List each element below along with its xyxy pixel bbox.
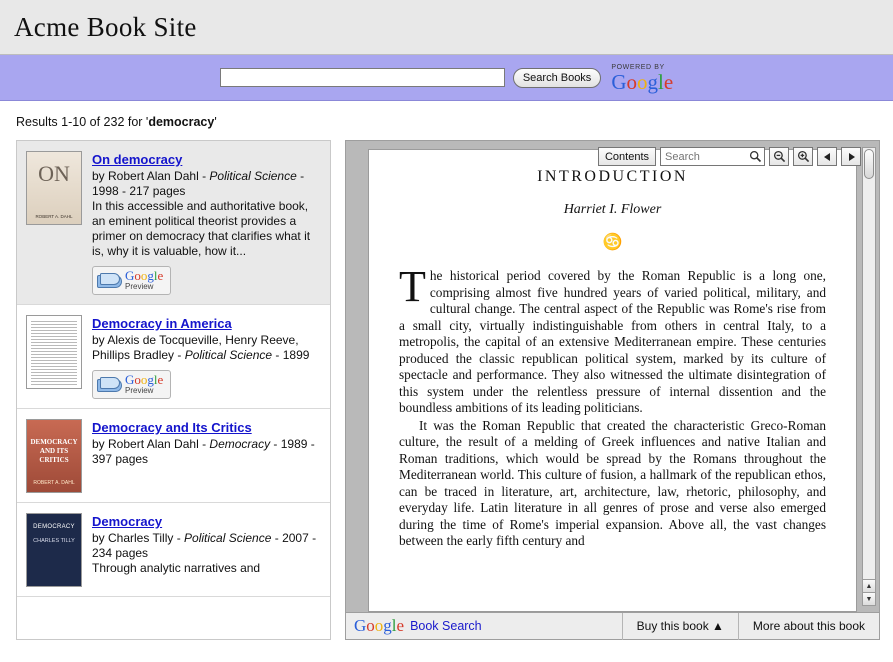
zoom-in-icon[interactable] (793, 147, 813, 166)
viewer-footer (346, 612, 879, 639)
list-item[interactable] (17, 305, 330, 409)
result-subject: Political Science (209, 169, 297, 183)
search-icon[interactable] (747, 148, 764, 165)
book-cover-thumbnail[interactable] (26, 419, 82, 493)
cover-title: DEMOCRACY (33, 524, 75, 530)
search-bar (0, 55, 893, 101)
page-scrollbar[interactable] (862, 147, 876, 606)
book-icon (97, 273, 121, 288)
scrollbar-thumb[interactable] (864, 149, 874, 179)
result-title-link[interactable]: On democracy (92, 152, 183, 167)
viewer-toolbar (598, 147, 861, 166)
drop-cap: T (399, 262, 426, 311)
preview-label: Preview (125, 282, 154, 291)
list-item[interactable] (17, 409, 330, 503)
list-item[interactable] (17, 141, 330, 305)
zoom-out-icon[interactable] (769, 147, 789, 166)
book-cover-thumbnail[interactable] (26, 315, 82, 389)
cover-title: DEMOCRACY AND ITS CRITICS (30, 438, 78, 464)
google-logo: Google (354, 616, 405, 635)
result-year-pages: - 1998 - 217 pages (92, 169, 305, 198)
search-input[interactable] (220, 68, 505, 87)
previous-page-icon[interactable] (817, 147, 837, 166)
result-snippet: In this accessible and authoritative book, an eminent political theorist provides a primer on democracy that clarifies what it is, why it is valuable, how it... (92, 199, 311, 258)
cover-title: ON (38, 161, 70, 186)
result-title-link[interactable]: Democracy in America (92, 316, 232, 331)
book-page-area[interactable] (346, 141, 879, 612)
result-author: by Alexis de Tocqueville, Henry Reeve, Phillips Bradley - (92, 333, 299, 362)
book-viewer (345, 140, 880, 640)
result-author: by Robert Alan Dahl - (92, 169, 210, 183)
viewer-search-input[interactable] (661, 148, 747, 165)
result-year-pages: - 2007 - 234 pages (92, 531, 317, 560)
cover-author: CHARLES TILLY (33, 538, 75, 544)
search-books-button[interactable]: Search Books (513, 68, 601, 88)
book-search-brand[interactable] (346, 618, 622, 634)
book-icon (97, 377, 121, 392)
result-byline (92, 169, 321, 199)
result-byline (92, 333, 321, 363)
result-subject: Political Science (184, 348, 273, 362)
page-author: Harriet I. Flower (563, 202, 662, 217)
cover-text-lines (27, 316, 81, 389)
result-author: by Robert Alan Dahl - (92, 437, 210, 451)
result-byline (92, 437, 321, 467)
google-logo: Google (611, 69, 674, 94)
result-byline (92, 531, 321, 561)
ornament-icon: ♋ (602, 234, 623, 251)
results-summary (0, 101, 893, 140)
page-heading: INTRODUCTION (537, 168, 688, 185)
book-cover-thumbnail[interactable] (26, 513, 82, 587)
site-header (0, 0, 893, 55)
results-summary-prefix: Results 1-10 of 232 for ' (16, 115, 149, 129)
result-title-link[interactable]: Democracy (92, 514, 163, 529)
result-author: by Charles Tilly - (92, 531, 185, 545)
search-results-list[interactable] (16, 140, 331, 640)
buy-this-book-button[interactable]: Buy this book ▲ (636, 619, 724, 633)
google-logo: Google (125, 372, 164, 387)
viewer-search-box[interactable] (660, 147, 765, 166)
scroll-up-icon[interactable]: ▲ (863, 579, 875, 592)
next-page-icon[interactable] (841, 147, 861, 166)
result-year-pages: - 1989 - 397 pages (92, 437, 315, 466)
more-about-this-book-button[interactable]: More about this book (752, 619, 865, 633)
cover-author: ROBERT A. DAHL (35, 214, 73, 219)
page-paragraph (399, 262, 826, 417)
list-item[interactable] (17, 503, 330, 597)
contents-button[interactable]: Contents (598, 147, 656, 166)
powered-by-label: POWERED BY (611, 63, 665, 71)
result-subject: Political Science (184, 531, 272, 545)
paragraph-text: he historical period covered by the Roman Republic is a long one, comprising almost five hundred years of varied political, military, and cultural change. The central aspect of the Republic was Rome's rise from a small city, virtually indistinguishable from others in central Italy, to a metropolis, the capital of an extensive Mediterranean empire. These centuries produced the classic republican political system, marked by its culture of spectacle and performance. They also witnessed the ultimate disintegration of this system under the relentless pressure of internal dissention and the boundless ambitions of its leading politicians. (399, 268, 826, 415)
google-preview-button[interactable] (92, 370, 171, 399)
result-subject: Democracy (209, 437, 271, 451)
book-search-label[interactable]: Book Search (410, 619, 482, 633)
main-columns (0, 140, 893, 640)
scroll-down-icon[interactable]: ▼ (863, 592, 875, 605)
result-title-link[interactable]: Democracy and Its Critics (92, 420, 252, 435)
powered-by-google (611, 64, 673, 92)
result-snippet: Through analytic narratives and (92, 561, 261, 575)
page-paragraph: It was the Roman Republic that created the characteristic Greco-Roman culture, the result of a melding of Greek influences and native Italian and Roman traditions, which would be spread by the Romans throughout the Mediterranean world. This culture of fusion, a hallmark of the republican ethos, can be traced in literature, art, architecture, law, rhetoric, philosophy, and everyday life. Latin literature in all genres of prose and verse also emerged during the time of Rome's imperial expansion. Above all, the vast changes between the early fifth century and (399, 417, 826, 548)
results-summary-query: democracy (148, 115, 215, 129)
book-page (368, 149, 857, 612)
google-logo: Google (125, 268, 164, 283)
result-year-pages: - 1899 (272, 348, 310, 362)
book-cover-thumbnail[interactable] (26, 151, 82, 225)
results-summary-suffix: ' (214, 115, 217, 129)
page-title: Acme Book Site (14, 11, 197, 42)
google-preview-button[interactable] (92, 266, 171, 295)
cover-author: ROBERT A. DAHL (33, 480, 75, 486)
preview-label: Preview (125, 386, 154, 395)
